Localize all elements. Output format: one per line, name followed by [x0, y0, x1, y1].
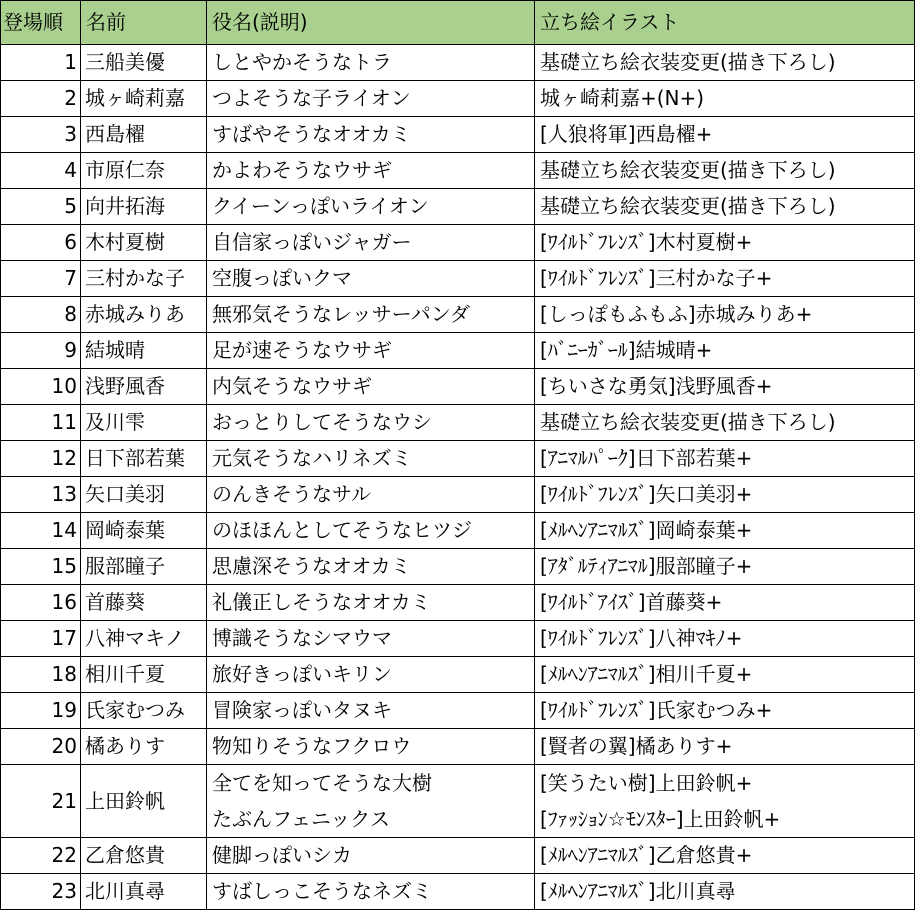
cell-role[interactable] [207, 549, 535, 585]
table-row [1, 189, 915, 225]
cell-order[interactable]: 4 [1, 153, 81, 189]
role-text: 健脚っぽいシカ [212, 843, 352, 867]
role-text: 元気そうなハリネズミ [212, 446, 412, 470]
cell-role[interactable] [207, 45, 535, 81]
illust-text: [ﾒﾙﾍﾝｱﾆﾏﾙｽﾞ]乙倉悠貴+ [540, 843, 753, 867]
illust-text: [ﾊﾞﾆｰｶﾞｰﾙ]結城晴+ [540, 338, 713, 362]
cell-order[interactable]: 13 [1, 477, 81, 513]
illust-text: [ﾜｲﾙﾄﾞﾌﾚﾝｽﾞ]矢口美羽+ [540, 482, 753, 506]
table-row [1, 225, 915, 261]
cell-role[interactable] [207, 657, 535, 693]
table-row [1, 693, 915, 729]
cell-order[interactable]: 20 [1, 729, 81, 765]
cell-order[interactable]: 16 [1, 585, 81, 621]
illust-text: [ｱﾆﾏﾙﾊﾟｰｸ]日下部若葉+ [540, 446, 753, 470]
cell-order[interactable]: 17 [1, 621, 81, 657]
role-text: すばやそうなオオカミ [212, 122, 411, 146]
illust-text: 基礎立ち絵衣装変更(描き下ろし) [540, 50, 836, 74]
illust-text: [ｱﾀﾞﾙﾃｨｱﾆﾏﾙ]服部瞳子+ [540, 554, 753, 578]
cell-role[interactable] [207, 585, 535, 621]
role-text: かよわそうなウサギ [212, 158, 392, 182]
illust-text: [ﾜｲﾙﾄﾞﾌﾚﾝｽﾞ]木村夏樹+ [540, 230, 753, 254]
cell-name[interactable]: 橘ありす [81, 729, 207, 765]
table-row [1, 369, 915, 405]
cell-role[interactable] [207, 297, 535, 333]
cell-illust[interactable] [535, 153, 915, 189]
role-text: 空腹っぽいクマ [212, 266, 352, 290]
cell-order[interactable]: 12 [1, 441, 81, 477]
role-text: 物知りそうなフクロウ [212, 734, 412, 758]
illust-text: [ﾜｲﾙﾄﾞﾌﾚﾝｽﾞ]八神ﾏｷﾉ+ [540, 626, 743, 650]
cell-name[interactable]: 三船美優 [81, 45, 207, 81]
cell-role[interactable] [207, 765, 535, 838]
cell-order[interactable]: 5 [1, 189, 81, 225]
table-row [1, 477, 915, 513]
role-text: のんきそうなサル [212, 482, 371, 506]
role-text: 博識そうなシマウマ [212, 626, 392, 650]
cell-role[interactable] [207, 261, 535, 297]
table-row [1, 261, 915, 297]
cell-illust[interactable] [535, 405, 915, 441]
cell-role[interactable] [207, 189, 535, 225]
role-text: 冒険家っぽいタヌキ [212, 698, 392, 722]
cell-role[interactable] [207, 225, 535, 261]
cell-illust[interactable] [535, 297, 915, 333]
role-text: クイーンっぽいライオン [212, 194, 429, 218]
cell-name[interactable]: 城ヶ崎莉嘉 [81, 81, 207, 117]
header-order[interactable]: 登場順 [1, 1, 81, 45]
cell-name[interactable]: 市原仁奈 [81, 153, 207, 189]
table-row [1, 297, 915, 333]
cell-order[interactable]: 9 [1, 333, 81, 369]
cell-role[interactable] [207, 81, 535, 117]
illust-text: [ちいさな勇気]浅野風香+ [540, 374, 773, 398]
cell-order[interactable]: 3 [1, 117, 81, 153]
header-role[interactable]: 役名(説明) [207, 1, 535, 45]
table-row [1, 441, 915, 477]
cell-name[interactable]: 岡崎泰葉 [81, 513, 207, 549]
cell-name[interactable]: 首藤葵 [81, 585, 207, 621]
cell-illust[interactable] [535, 225, 915, 261]
cell-role[interactable] [207, 369, 535, 405]
table-row [1, 549, 915, 585]
cell-name[interactable]: 向井拓海 [81, 189, 207, 225]
cell-name[interactable]: 日下部若葉 [81, 441, 207, 477]
cell-name[interactable]: 北川真尋 [81, 874, 207, 910]
cell-name[interactable]: 矢口美羽 [81, 477, 207, 513]
role-text: しとやかそうなトラ [212, 50, 392, 74]
role-text: 旅好きっぽいキリン [212, 662, 392, 686]
cell-illust[interactable] [535, 693, 915, 729]
role-text: 足が速そうなウサギ [212, 338, 392, 362]
table-row [1, 585, 915, 621]
illust-text: [笑うたい樹]上田鈴帆+ [540, 771, 753, 795]
cell-illust[interactable] [535, 45, 915, 81]
role-text: 礼儀正しそうなオオカミ [212, 590, 431, 614]
role-text: つよそうな子ライオン [212, 86, 411, 110]
cell-order[interactable]: 22 [1, 838, 81, 874]
cell-name[interactable]: 赤城みりあ [81, 297, 207, 333]
cell-role[interactable] [207, 153, 535, 189]
cell-role[interactable] [207, 513, 535, 549]
cell-illust[interactable] [535, 765, 915, 838]
illust-text: [ﾜｲﾙﾄﾞｱｲｽﾞ]首藤葵+ [540, 590, 723, 614]
table-row [1, 117, 915, 153]
role-text: 思慮深そうなオオカミ [212, 554, 411, 578]
role-text: 無邪気そうなレッサーパンダ [212, 302, 470, 326]
cell-name[interactable]: 氏家むつみ [81, 693, 207, 729]
table-row [1, 874, 915, 910]
illust-text: [しっぽもふもふ]赤城みりあ+ [540, 302, 813, 326]
table-row [1, 153, 915, 189]
cell-name[interactable]: 西島櫂 [81, 117, 207, 153]
illust-text: 基礎立ち絵衣装変更(描き下ろし) [540, 194, 836, 218]
cell-name[interactable]: 相川千夏 [81, 657, 207, 693]
cell-role[interactable] [207, 477, 535, 513]
illust-text: 基礎立ち絵衣装変更(描き下ろし) [540, 410, 836, 434]
illust-text: [ﾜｲﾙﾄﾞﾌﾚﾝｽﾞ]氏家むつみ+ [540, 698, 773, 722]
cell-order[interactable]: 14 [1, 513, 81, 549]
cell-role[interactable] [207, 441, 535, 477]
cell-name[interactable]: 服部瞳子 [81, 549, 207, 585]
table-body [1, 45, 915, 910]
cell-name[interactable]: 及川雫 [81, 405, 207, 441]
cell-role[interactable] [207, 621, 535, 657]
illust-text: [ﾌｧｯｼｮﾝ☆ﾓﾝｽﾀｰ]上田鈴帆+ [540, 807, 781, 831]
table-row [1, 45, 915, 81]
cell-name[interactable]: 八神マキノ [81, 621, 207, 657]
cell-illust[interactable] [535, 874, 915, 910]
table-row [1, 838, 915, 874]
cell-order[interactable]: 8 [1, 297, 81, 333]
illust-text: [ﾜｲﾙﾄﾞﾌﾚﾝｽﾞ]三村かな子+ [540, 266, 773, 290]
cell-illust[interactable] [535, 369, 915, 405]
illust-text: [賢者の翼]橘ありす+ [540, 734, 733, 758]
cell-order[interactable]: 19 [1, 693, 81, 729]
role-text: おっとりしてそうなウシ [212, 410, 432, 434]
role-text: 全てを知ってそうな大樹 [212, 771, 432, 795]
cell-order[interactable]: 18 [1, 657, 81, 693]
cell-illust[interactable] [535, 657, 915, 693]
table-row [1, 81, 915, 117]
table-row [1, 333, 915, 369]
header-illust[interactable]: 立ち絵イラスト [535, 1, 915, 45]
cell-illust[interactable] [535, 477, 915, 513]
table-row [1, 513, 915, 549]
cell-illust[interactable] [535, 189, 915, 225]
cell-illust[interactable] [535, 441, 915, 477]
cell-order[interactable]: 15 [1, 549, 81, 585]
role-text: 内気そうなウサギ [212, 374, 372, 398]
table-row [1, 729, 915, 765]
cell-name[interactable]: 浅野風香 [81, 369, 207, 405]
header-name[interactable]: 名前 [81, 1, 207, 45]
illust-text: [ﾒﾙﾍﾝｱﾆﾏﾙｽﾞ]岡崎泰葉+ [540, 518, 753, 542]
table-row [1, 765, 915, 838]
cell-name[interactable]: 三村かな子 [81, 261, 207, 297]
role-text: すばしっこそうなネズミ [212, 879, 432, 903]
cell-illust[interactable] [535, 513, 915, 549]
cell-illust[interactable] [535, 117, 915, 153]
cell-role[interactable] [207, 838, 535, 874]
cell-name[interactable]: 上田鈴帆 [81, 765, 207, 838]
cell-order[interactable]: 2 [1, 81, 81, 117]
table-row [1, 621, 915, 657]
cell-order[interactable]: 7 [1, 261, 81, 297]
cell-role[interactable] [207, 333, 535, 369]
table-row [1, 657, 915, 693]
illust-text: [ﾒﾙﾍﾝｱﾆﾏﾙｽﾞ]相川千夏+ [540, 662, 753, 686]
cell-role[interactable] [207, 405, 535, 441]
role-text: 自信家っぽいジャガー [212, 230, 412, 254]
cell-name[interactable]: 木村夏樹 [81, 225, 207, 261]
cell-illust[interactable] [535, 621, 915, 657]
cell-order[interactable]: 1 [1, 45, 81, 81]
cell-illust[interactable] [535, 729, 915, 765]
cell-illust[interactable] [535, 261, 915, 297]
cell-role[interactable] [207, 693, 535, 729]
illust-text: 基礎立ち絵衣装変更(描き下ろし) [540, 158, 836, 182]
cell-illust[interactable] [535, 333, 915, 369]
cell-illust[interactable] [535, 585, 915, 621]
cell-role[interactable] [207, 729, 535, 765]
cell-illust[interactable] [535, 81, 915, 117]
cell-name[interactable]: 乙倉悠貴 [81, 838, 207, 874]
illust-text: [ﾒﾙﾍﾝｱﾆﾏﾙｽﾞ]北川真尋 [540, 879, 736, 903]
cell-role[interactable] [207, 874, 535, 910]
cell-order[interactable]: 11 [1, 405, 81, 441]
cell-order[interactable]: 21 [1, 765, 81, 838]
cell-order[interactable]: 10 [1, 369, 81, 405]
cell-illust[interactable] [535, 838, 915, 874]
illust-text: [人狼将軍]西島櫂+ [540, 122, 713, 146]
cell-name[interactable]: 結城晴 [81, 333, 207, 369]
table-row [1, 405, 915, 441]
cell-order[interactable]: 23 [1, 874, 81, 910]
role-text: のほほんとしてそうなヒツジ [212, 518, 472, 542]
cell-illust[interactable] [535, 549, 915, 585]
illust-text: 城ヶ崎莉嘉+(N+) [540, 86, 705, 110]
cell-role[interactable] [207, 117, 535, 153]
role-text: たぶんフェニックス [212, 807, 390, 831]
header-row [1, 1, 915, 45]
cell-order[interactable]: 6 [1, 225, 81, 261]
